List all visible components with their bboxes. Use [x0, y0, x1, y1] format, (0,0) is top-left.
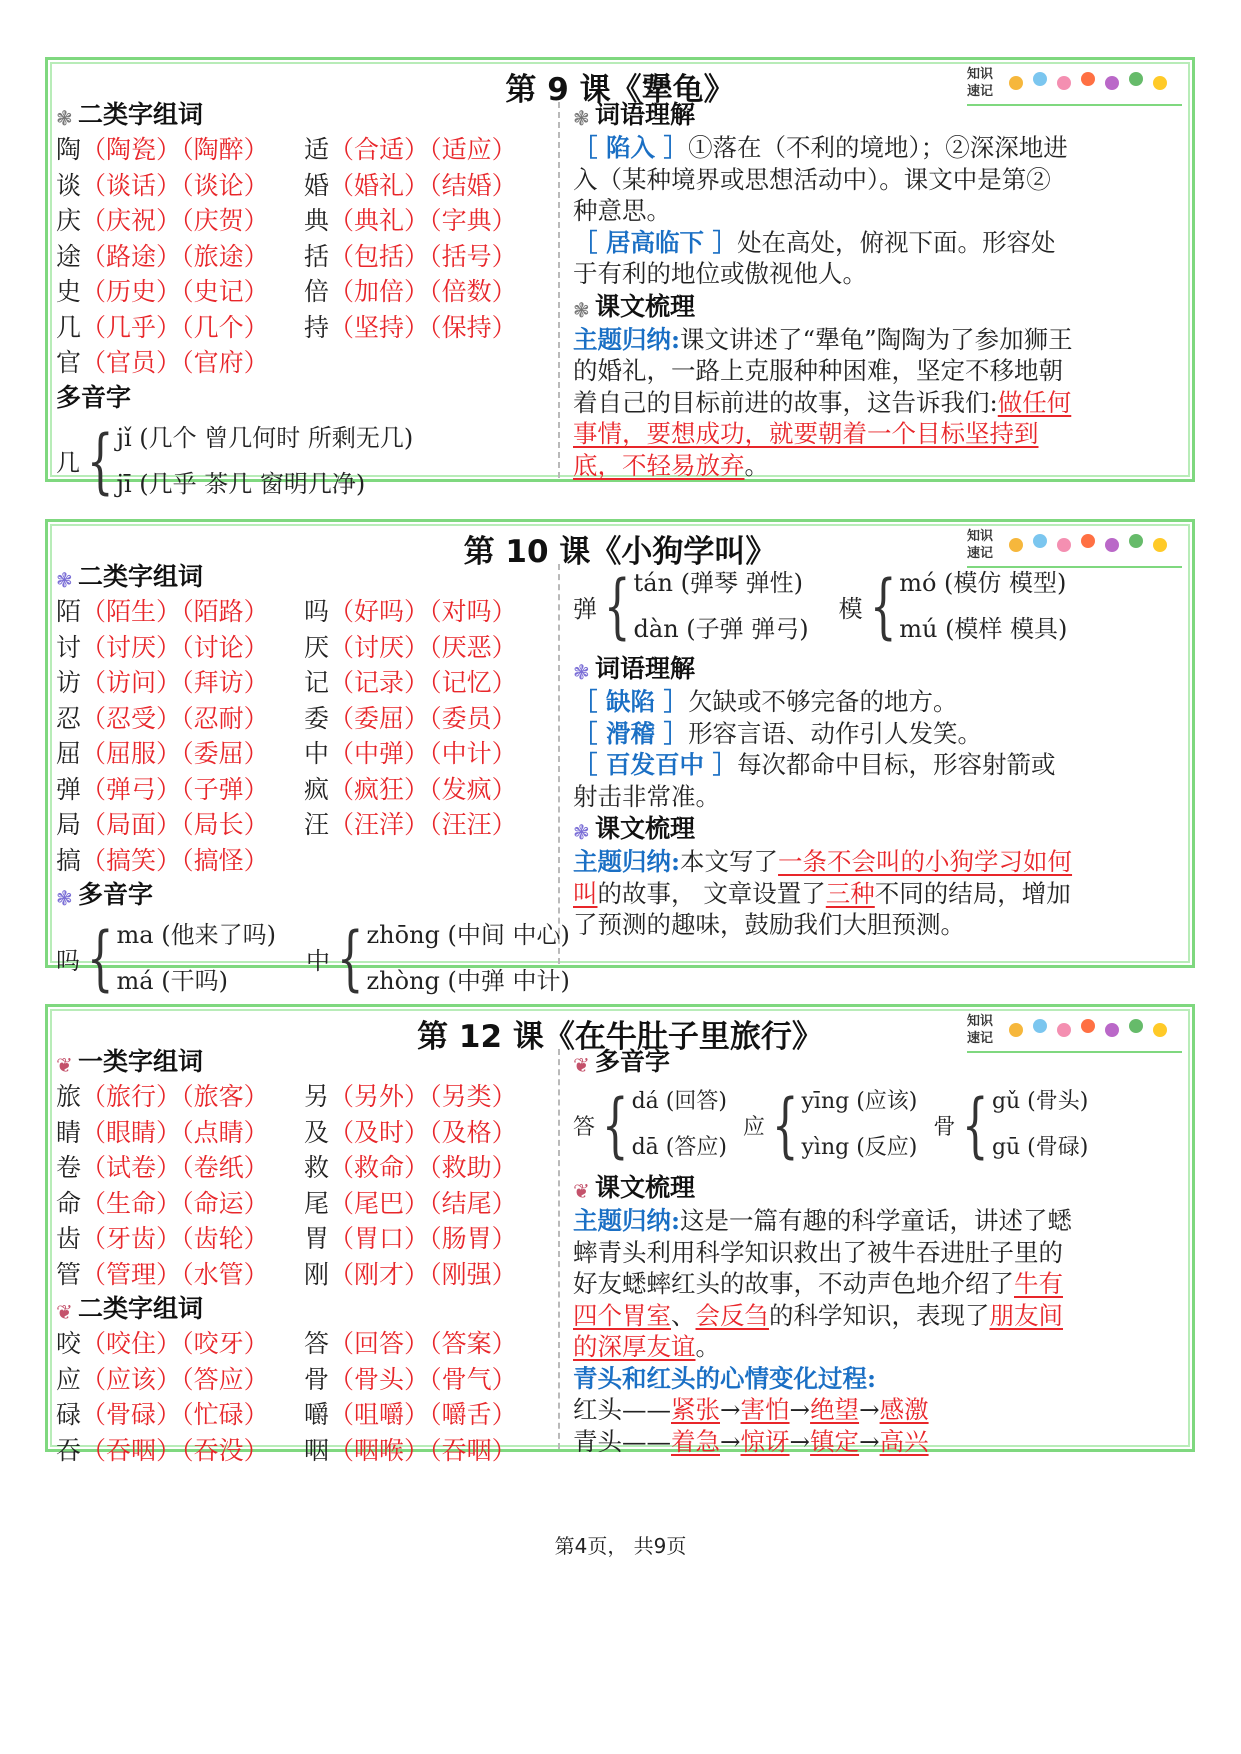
vocab-item: ［ 百发百中 ］每次都命中目标，形容射箭或射击非常准。 — [573, 750, 1056, 811]
word-compound: 眼睛 — [106, 1117, 157, 1147]
word-compound: 咀嚼 — [354, 1400, 405, 1429]
word-compound: 水管 — [193, 1259, 244, 1289]
word-char: 中 — [304, 739, 330, 768]
word-compound: 另外 — [354, 1082, 405, 1111]
word-char: 厌 — [304, 632, 330, 662]
word-char: 访 — [56, 668, 82, 697]
word-compound: 谈论 — [193, 170, 244, 200]
word-compound: 点睛 — [193, 1117, 244, 1147]
word-char: 睛 — [56, 1117, 82, 1147]
word-compound: 保持 — [441, 312, 492, 342]
word-compound: 对吗 — [441, 597, 492, 626]
word-compound: 骨气 — [441, 1364, 492, 1394]
summary-text: 主题归纳:本文写了一条不会叫的小狗学习如何叫的故事， 文章设置了三种不同的结局，增加了预测的趣味，鼓励我们大胆预测。 — [573, 847, 1073, 939]
word-compound: 谈话 — [106, 170, 157, 200]
word-compound: 合适 — [354, 135, 405, 164]
word-char: 记 — [304, 668, 330, 697]
word-compound: 骨碌 — [106, 1400, 157, 1429]
lesson-10-card — [45, 519, 1195, 999]
flower-icon: ❦ — [56, 1053, 73, 1077]
word-char: 持 — [304, 312, 330, 342]
word-row: 睛（眼睛）（点睛） 及（及时）（及格） — [56, 1117, 517, 1147]
word-table — [56, 132, 556, 381]
word-char: 委 — [304, 703, 330, 733]
word-compound: 记录 — [354, 668, 405, 697]
polyphone-group: 答 { dá (回答) dā (答应) — [573, 1084, 727, 1166]
word-compound: 倍数 — [441, 277, 492, 306]
word-compound: 尾巴 — [354, 1188, 405, 1218]
word-compound: 答应 — [193, 1364, 244, 1394]
word-compound: 胃口 — [354, 1224, 405, 1253]
word-row: 途（路途）（旅途） 括（包括）（括号） — [56, 241, 517, 271]
word-compound: 吞咽 — [441, 1435, 492, 1465]
word-compound: 括号 — [441, 241, 492, 271]
word-compound: 刚才 — [354, 1259, 405, 1289]
word-row: 忍（忍受）（忍耐） 委（委屈）（委员） — [56, 703, 517, 733]
word-compound: 旅行 — [106, 1082, 157, 1111]
flower-icon: ❃ — [573, 820, 590, 844]
mood-word: 高兴 — [879, 1426, 929, 1456]
word-row: 命（生命）（命运） 尾（尾巴）（结尾） — [56, 1188, 517, 1218]
polyphone-reading: jī (几乎 茶几 窗明几净) — [116, 469, 366, 498]
word-char: 嚼 — [304, 1400, 330, 1429]
word-compound: 吞没 — [193, 1435, 244, 1465]
mood-green-row: 青头——着急→惊讶→镇定→高兴 — [573, 1426, 929, 1456]
word-compound: 吞咽 — [106, 1435, 157, 1465]
word-char: 官 — [56, 348, 82, 377]
flower-icon: ❦ — [573, 1179, 590, 1203]
section-heading: ❃ 词语理解 — [573, 654, 696, 684]
badge-text: 知识速记 — [967, 67, 994, 99]
vocab-item: ［ 居高临下 ］处在高处，俯视下面。形容处于有利的地位或傲视他人。 — [573, 227, 1056, 288]
word-compound: 另类 — [441, 1082, 492, 1111]
word-char: 吗 — [304, 597, 330, 626]
mood-title: 青头和红头的心情变化过程: — [573, 1363, 877, 1393]
word-compound: 嚼舌 — [441, 1400, 492, 1429]
word-table — [56, 1079, 556, 1292]
lesson-9-title: 第 9 课《犟龟》 — [505, 72, 735, 108]
word-char: 答 — [304, 1329, 330, 1358]
flower-icon: ❃ — [56, 886, 73, 910]
word-char: 括 — [304, 241, 330, 271]
word-compound: 庆贺 — [193, 206, 244, 235]
word-char: 汪 — [304, 810, 330, 839]
badge-text: 知识速记 — [967, 1014, 994, 1046]
word-char: 陌 — [56, 597, 82, 626]
word-char: 应 — [56, 1364, 82, 1394]
lesson-10-left — [56, 560, 570, 1004]
word-compound: 好吗 — [354, 597, 405, 626]
word-compound: 坚持 — [354, 312, 405, 342]
word-compound: 搞怪 — [193, 845, 244, 875]
polyphone-group: 中 { zhōng (中间 中心) zhòng (中弹 中计) — [305, 917, 570, 999]
word-compound: 拜访 — [193, 668, 244, 697]
word-compound: 结尾 — [441, 1188, 492, 1218]
word-compound: 讨厌 — [354, 632, 405, 662]
word-row: 搞（搞笑）（搞怪） — [56, 845, 269, 875]
word-compound: 子弹 — [193, 774, 244, 804]
word-compound: 典礼 — [354, 206, 405, 235]
word-char: 搞 — [56, 845, 82, 875]
word-row: 咬（咬住）（咬牙） 答（回答）（答案） — [56, 1329, 517, 1358]
word-compound: 发疯 — [441, 774, 492, 804]
vocab-item: ［ 缺陷 ］欠缺或不够完备的地方。 — [573, 687, 958, 716]
word-char: 齿 — [56, 1224, 82, 1253]
word-char: 吞 — [56, 1435, 82, 1465]
lesson-12-title: 第 12 课《在牛肚子里旅行》 — [417, 1019, 823, 1055]
word-compound: 陶瓷 — [106, 135, 157, 164]
word-compound: 几个 — [193, 312, 244, 342]
word-compound: 史记 — [193, 277, 244, 306]
section-heading: ❃ 二类字组词 — [56, 562, 204, 592]
polyphone-char: 几 — [56, 449, 80, 477]
arrow-icon: → — [789, 1395, 811, 1424]
word-compound: 局长 — [193, 810, 244, 839]
word-compound: 官府 — [193, 348, 244, 377]
word-compound: 包括 — [354, 241, 405, 271]
word-compound: 骨头 — [354, 1364, 405, 1394]
word-char: 几 — [56, 312, 82, 342]
word-compound: 忍受 — [106, 703, 157, 733]
word-char: 史 — [56, 277, 82, 306]
word-row: 谈（谈话）（谈论） 婚（婚礼）（结婚） — [56, 170, 517, 200]
flower-icon: ❦ — [56, 1300, 73, 1324]
arrow-icon: → — [720, 1395, 741, 1424]
word-char: 卷 — [56, 1153, 82, 1182]
word-compound: 中计 — [441, 739, 492, 768]
word-table — [56, 594, 556, 878]
word-compound: 讨厌 — [106, 632, 157, 662]
word-char: 咬 — [56, 1329, 82, 1358]
word-compound: 中弹 — [354, 739, 405, 768]
word-compound: 搞笑 — [106, 845, 157, 875]
section-heading: ❃ 课文梳理 — [573, 814, 696, 844]
arrow-icon: → — [789, 1426, 811, 1456]
section-heading: ❃ 课文梳理 — [573, 291, 696, 322]
word-char: 谈 — [56, 170, 82, 200]
word-row: 访（访问）（拜访） 记（记录）（记忆） — [56, 668, 517, 697]
word-char: 救 — [304, 1153, 330, 1182]
section-heading: 多音字 — [56, 382, 132, 412]
arrow-icon: → — [859, 1395, 880, 1424]
polyphone-group: 几 { jǐ (几个 曾几何时 所剩无几) jī (几乎 茶几 窗明几净) — [56, 415, 556, 507]
word-row: 庆（庆祝）（庆贺） 典（典礼）（字典） — [56, 206, 517, 235]
word-compound: 救命 — [354, 1153, 405, 1182]
word-compound: 适应 — [441, 135, 492, 164]
lesson-9-card — [45, 57, 1195, 502]
polyphone-reading: jǐ (几个 曾几何时 所剩无几) — [116, 423, 414, 452]
section-heading: ❦ 二类字组词 — [56, 1294, 204, 1324]
word-char: 命 — [56, 1188, 82, 1218]
flower-icon: ❃ — [573, 660, 590, 684]
word-char: 尾 — [304, 1188, 330, 1218]
word-row: 官（官员）（官府） — [56, 348, 269, 377]
word-compound: 陌路 — [193, 597, 244, 626]
word-compound: 局面 — [106, 810, 157, 839]
word-char: 局 — [56, 810, 82, 839]
polyphone-group: 模 { mó (模仿 模型) mú (模样 模具) — [838, 565, 1068, 647]
word-compound: 生命 — [106, 1188, 157, 1218]
badge-text: 知识速记 — [967, 529, 994, 561]
word-row: 旅（旅行）（旅客） 另（另外）（另类） — [56, 1082, 517, 1111]
word-compound: 卷纸 — [193, 1153, 244, 1182]
word-compound: 几乎 — [106, 312, 157, 342]
word-char: 讨 — [56, 632, 82, 662]
flower-icon: ❃ — [56, 568, 73, 592]
word-compound: 官员 — [106, 348, 157, 377]
word-compound: 婚礼 — [354, 170, 405, 200]
mood-word: 害怕 — [740, 1395, 790, 1424]
flower-icon: ❃ — [573, 106, 590, 130]
mood-word: 绝望 — [810, 1395, 860, 1424]
word-char: 管 — [56, 1259, 82, 1289]
word-char: 庆 — [56, 206, 82, 235]
polyphone-group: 骨 { gǔ (骨头) gū (骨碌) — [933, 1084, 1089, 1166]
lesson-10-title: 第 10 课《小狗学叫》 — [463, 534, 777, 570]
word-row: 吞（吞咽）（吞没） 咽（咽喉）（吞咽） — [56, 1435, 517, 1465]
word-compound: 委员 — [441, 703, 492, 733]
word-char: 途 — [56, 241, 82, 271]
word-compound: 肠胃 — [441, 1224, 492, 1253]
vocab-item: ［ 陷入 ］①落在（不利的境地）；②深深地进入（某种境界或思想活动中）。课文中是第②种意思。 — [573, 133, 1068, 225]
lesson-12-left — [56, 1045, 556, 1468]
word-compound: 应该 — [106, 1364, 157, 1394]
word-row: 陌（陌生）（陌路） 吗（好吗）（对吗） — [56, 597, 517, 626]
mood-word: 感激 — [879, 1395, 929, 1424]
word-compound: 答案 — [441, 1329, 492, 1358]
word-char: 刚 — [304, 1259, 330, 1289]
word-compound: 回答 — [354, 1329, 405, 1358]
flower-icon: ❃ — [56, 106, 73, 130]
section-heading: ❃ 词语理解 — [573, 100, 696, 130]
lesson-12-right — [573, 1045, 1089, 1457]
word-char: 及 — [304, 1117, 330, 1147]
polyphone-group: 弹 { tán (弹琴 弹性) dàn (子弹 弹弓) — [573, 565, 809, 647]
word-compound: 字典 — [441, 206, 492, 235]
word-compound: 厌恶 — [441, 632, 492, 662]
polyphone-group: 应 { yīng (应该) yìng (反应) — [742, 1084, 918, 1166]
word-char: 骨 — [304, 1364, 330, 1394]
vocab-item: ［ 滑稽 ］形容言语、动作引人发笑。 — [573, 718, 983, 748]
word-compound: 咬住 — [106, 1329, 157, 1358]
word-compound: 汪洋 — [354, 810, 405, 839]
word-compound: 管理 — [106, 1259, 157, 1289]
word-row: 应（应该）（答应） 骨（骨头）（骨气） — [56, 1364, 517, 1394]
word-compound: 救助 — [441, 1153, 492, 1182]
flower-icon: ❃ — [573, 297, 590, 322]
word-compound: 加倍 — [354, 277, 405, 306]
word-compound: 咽喉 — [354, 1435, 405, 1465]
word-char: 咽 — [304, 1435, 330, 1465]
word-compound: 访问 — [106, 668, 157, 697]
word-compound: 咬牙 — [193, 1329, 244, 1358]
word-compound: 陶醉 — [193, 135, 244, 164]
section-heading: ❃ 多音字 — [56, 880, 154, 910]
word-compound: 刚强 — [441, 1259, 492, 1289]
mood-word: 着急 — [671, 1426, 720, 1456]
arrow-icon: → — [859, 1426, 880, 1456]
word-compound: 及格 — [441, 1117, 492, 1147]
word-compound: 忍耐 — [193, 703, 244, 733]
word-char: 屈 — [56, 739, 82, 768]
word-table — [56, 1326, 556, 1468]
lesson-9-right — [573, 98, 1073, 481]
mood-word: 惊讶 — [740, 1426, 790, 1456]
word-compound: 历史 — [106, 277, 157, 306]
word-compound: 结婚 — [441, 170, 492, 200]
word-char: 碌 — [56, 1400, 82, 1429]
lesson-12-card — [45, 1004, 1195, 1465]
word-compound: 屈服 — [106, 739, 157, 768]
lesson-9-left — [56, 98, 556, 507]
word-row: 局（局面）（局长） 汪（汪洋）（汪汪） — [56, 810, 517, 839]
word-compound: 齿轮 — [193, 1224, 244, 1253]
flower-icon: ❦ — [573, 1053, 590, 1077]
word-compound: 及时 — [354, 1117, 405, 1147]
word-row: 几（几乎）（几个） 持（坚持）（保持） — [56, 312, 517, 342]
word-char: 弹 — [56, 774, 82, 804]
word-compound: 委屈 — [354, 703, 405, 733]
word-compound: 记忆 — [441, 668, 492, 697]
word-char: 另 — [304, 1082, 330, 1111]
word-compound: 庆祝 — [106, 206, 157, 235]
word-compound: 陌生 — [106, 597, 157, 626]
section-heading: ❦ 课文梳理 — [573, 1173, 696, 1203]
section-heading: ❦ 多音字 — [573, 1047, 671, 1077]
word-compound: 汪汪 — [441, 810, 492, 839]
word-compound: 试卷 — [106, 1153, 157, 1182]
word-compound: 弹弓 — [106, 774, 157, 804]
word-compound: 讨论 — [193, 632, 244, 662]
word-char: 典 — [304, 206, 330, 235]
section-heading: ❃ 二类字组词 — [56, 100, 204, 130]
word-char: 倍 — [304, 277, 330, 306]
word-compound: 命运 — [193, 1188, 244, 1218]
word-char: 婚 — [304, 170, 330, 200]
lesson-10-right — [573, 560, 1073, 941]
page-footer: 第4页， 共9页 — [554, 1534, 687, 1558]
word-compound: 旅客 — [193, 1082, 244, 1111]
word-char: 胃 — [304, 1224, 330, 1253]
word-char: 适 — [304, 135, 330, 164]
word-compound: 疯狂 — [354, 774, 405, 804]
mood-word: 镇定 — [810, 1426, 860, 1456]
section-heading: ❦ 一类字组词 — [56, 1047, 204, 1077]
word-row: 陶（陶瓷）（陶醉） 适（合适）（适应） — [56, 135, 517, 164]
summary-text: 主题归纳:这是一篇有趣的科学童话，讲述了蟋蟀青头利用科学知识救出了被牛吞进肚子里的好友蟋蟀红头的故事，不动声色地介绍了牛有四个胃室、会反刍的科学知识，表现了朋友间的深厚友谊。 — [573, 1206, 1073, 1361]
word-row: 史（历史）（史记） 倍（加倍）（倍数） — [56, 277, 517, 306]
mood-word: 紧张 — [671, 1395, 720, 1424]
word-char: 忍 — [56, 703, 82, 733]
word-char: 疯 — [304, 774, 330, 804]
polyphone-group: 吗 { ma (他来了吗) má (干吗) — [56, 917, 276, 999]
arrow-icon: → — [720, 1426, 741, 1456]
word-compound: 路途 — [106, 241, 157, 271]
word-compound: 忙碌 — [193, 1400, 244, 1429]
word-row: 卷（试卷）（卷纸） 救（救命）（救助） — [56, 1153, 517, 1182]
word-compound: 旅途 — [193, 241, 244, 271]
mood-red-row: 红头——紧张→害怕→绝望→感激 — [573, 1395, 929, 1424]
word-row: 讨（讨厌）（讨论） 厌（讨厌）（厌恶） — [56, 632, 517, 662]
word-row: 齿（牙齿）（齿轮） 胃（胃口）（肠胃） — [56, 1224, 517, 1253]
word-compound: 委屈 — [193, 739, 244, 768]
word-row: 屈（屈服）（委屈） 中（中弹）（中计） — [56, 739, 517, 768]
word-row: 弹（弹弓）（子弹） 疯（疯狂）（发疯） — [56, 774, 517, 804]
summary-text: 主题归纳:课文讲述了“犟龟”陶陶为了参加狮王的婚礼，一路上克服种种困难，坚定不移地朝着自己的目标前进的故事，这告诉我们:做任何事情，要想成功，就要朝着一个目标坚持到底，不轻易放弃。 — [573, 324, 1073, 480]
word-compound: 牙齿 — [106, 1224, 157, 1253]
word-row: 管（管理）（水管） 刚（刚才）（刚强） — [56, 1259, 517, 1289]
word-char: 陶 — [56, 135, 82, 164]
word-row: 碌（骨碌）（忙碌） 嚼（咀嚼）（嚼舌） — [56, 1400, 517, 1429]
word-char: 旅 — [56, 1082, 82, 1111]
